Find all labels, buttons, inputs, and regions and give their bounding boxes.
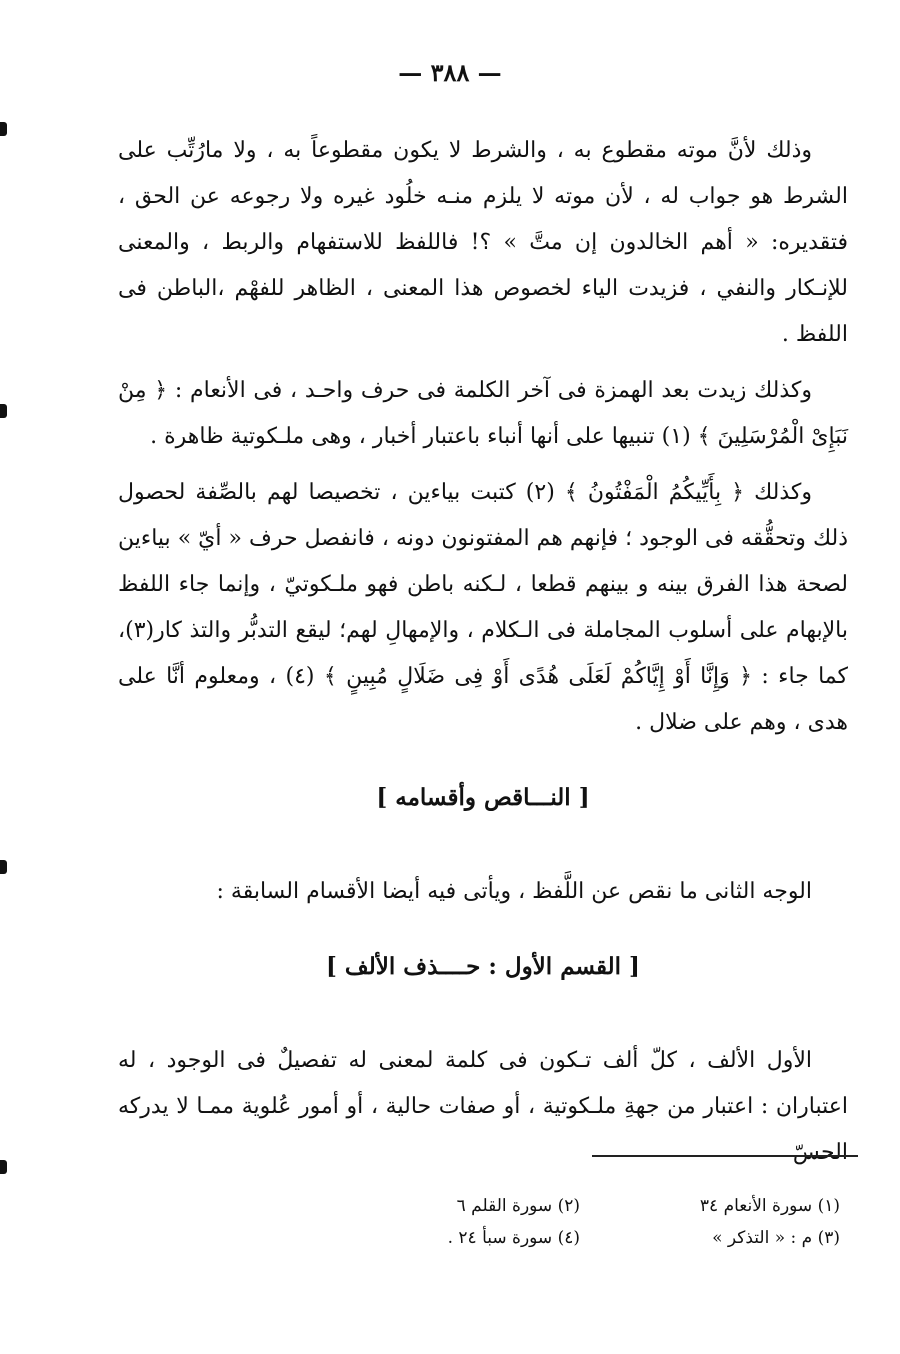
scan-edge-mark: [0, 860, 7, 874]
scan-edge-mark: [0, 122, 7, 136]
body-text: [118, 128, 848, 1186]
footnote-1: (١) سورة الأنعام ٣٤: [699, 1196, 840, 1216]
footnote-row: [360, 1190, 840, 1222]
scan-edge-mark: [0, 1160, 7, 1174]
paragraph-1: وذلك لأنَّ موته مقطوع به ، والشرط لا يكون مقطوعاً به ، ولا مارُتِّب على الشرط هو جواب له ، لأن موته لا يلزم منـه خلُود غيره ولا رجوعه عن الحق ، فتقديره: « أهم الخالدون إن متَّ » ؟! فاللفظ للاستفهام والربط ، والمعنى للإنـكار والنفي ، فزيدت الياء لخصوص هذا المعنى ، الظاهر للفهْم ،الباطن فى اللفظ .: [118, 138, 848, 347]
section-heading-alif-deletion: [ القسم الأول : حــــذف الألف ]: [326, 953, 640, 980]
footnote-4: (٤) سورة سبأ ٢٤ .: [447, 1228, 580, 1248]
footnote-row: [360, 1222, 840, 1254]
footnotes: [360, 1190, 840, 1254]
section-heading-naqis: [ النـــاقص وأقسامه ]: [376, 784, 590, 811]
paragraph-2: وكذلك زيدت بعد الهمزة فى آخر الكلمة فى حرف واحـد ، فى الأنعام : ﴿ مِنْ نَبَإِىْ الْمُرْسَلِينَ ﴾ (١) تنبيها على أنها أنباء باعتبار أخبار ، وهى ملـكوتية ظاهرة .: [118, 378, 848, 449]
paragraph-3: وكذلك ﴿ بِأَيِّيكُمُ الْمَفْتُونُ ﴾ (٢) كتبت بياءين ، تخصيصا لهم بالصِّفة لحصول ذلك وتحقُّقه فى الوجود ؛ فإنهم هم المفتونون دونه ، فانفصل حرف « أيّ » بياءين لصحة هذا الفرق بينه و بينهم قطعا ، لـكنه باطن فهو ملـكوتيّ ، وإنما جاء اللفظ بالإبهام على أسلوب المجاملة فى الـكلام ، والإمهالِ لهم؛ ليقع التدبُّر والتذ كار(٣)، كما جاء : ﴿ وَإِنَّا أَوْ إِيَّاكُمْ لَعَلَى هُدًى أَوْ فِى ضَلَالٍ مُبِينٍ ﴾ (٤) ، ومعلوم أنَّا على هدى ، وهم على ضلال .: [118, 480, 848, 735]
footnote-3: (٣) م : « التذكر »: [712, 1228, 840, 1248]
footnote-2: (٢) سورة القلم ٦: [456, 1196, 580, 1216]
footnote-divider: [592, 1155, 858, 1157]
scan-edge-mark: [0, 404, 7, 418]
page-number: — ٣٨٨ —: [398, 58, 502, 87]
paragraph-last: الأول الألف ، كلّ ألف تـكون فى كلمة لمعنى له تفصيلٌ فى الوجود ، له اعتباران : اعتبار من جهةِ ملـكوتية ، أو صفات حالية ، أو أمور عُلوية ممـا لا يدركه الحسّ: [118, 1048, 848, 1165]
paragraph-intro: الوجه الثانى ما نقص عن اللَّفظ ، ويأتى فيه أيضا الأقسام السابقة :: [216, 879, 812, 904]
